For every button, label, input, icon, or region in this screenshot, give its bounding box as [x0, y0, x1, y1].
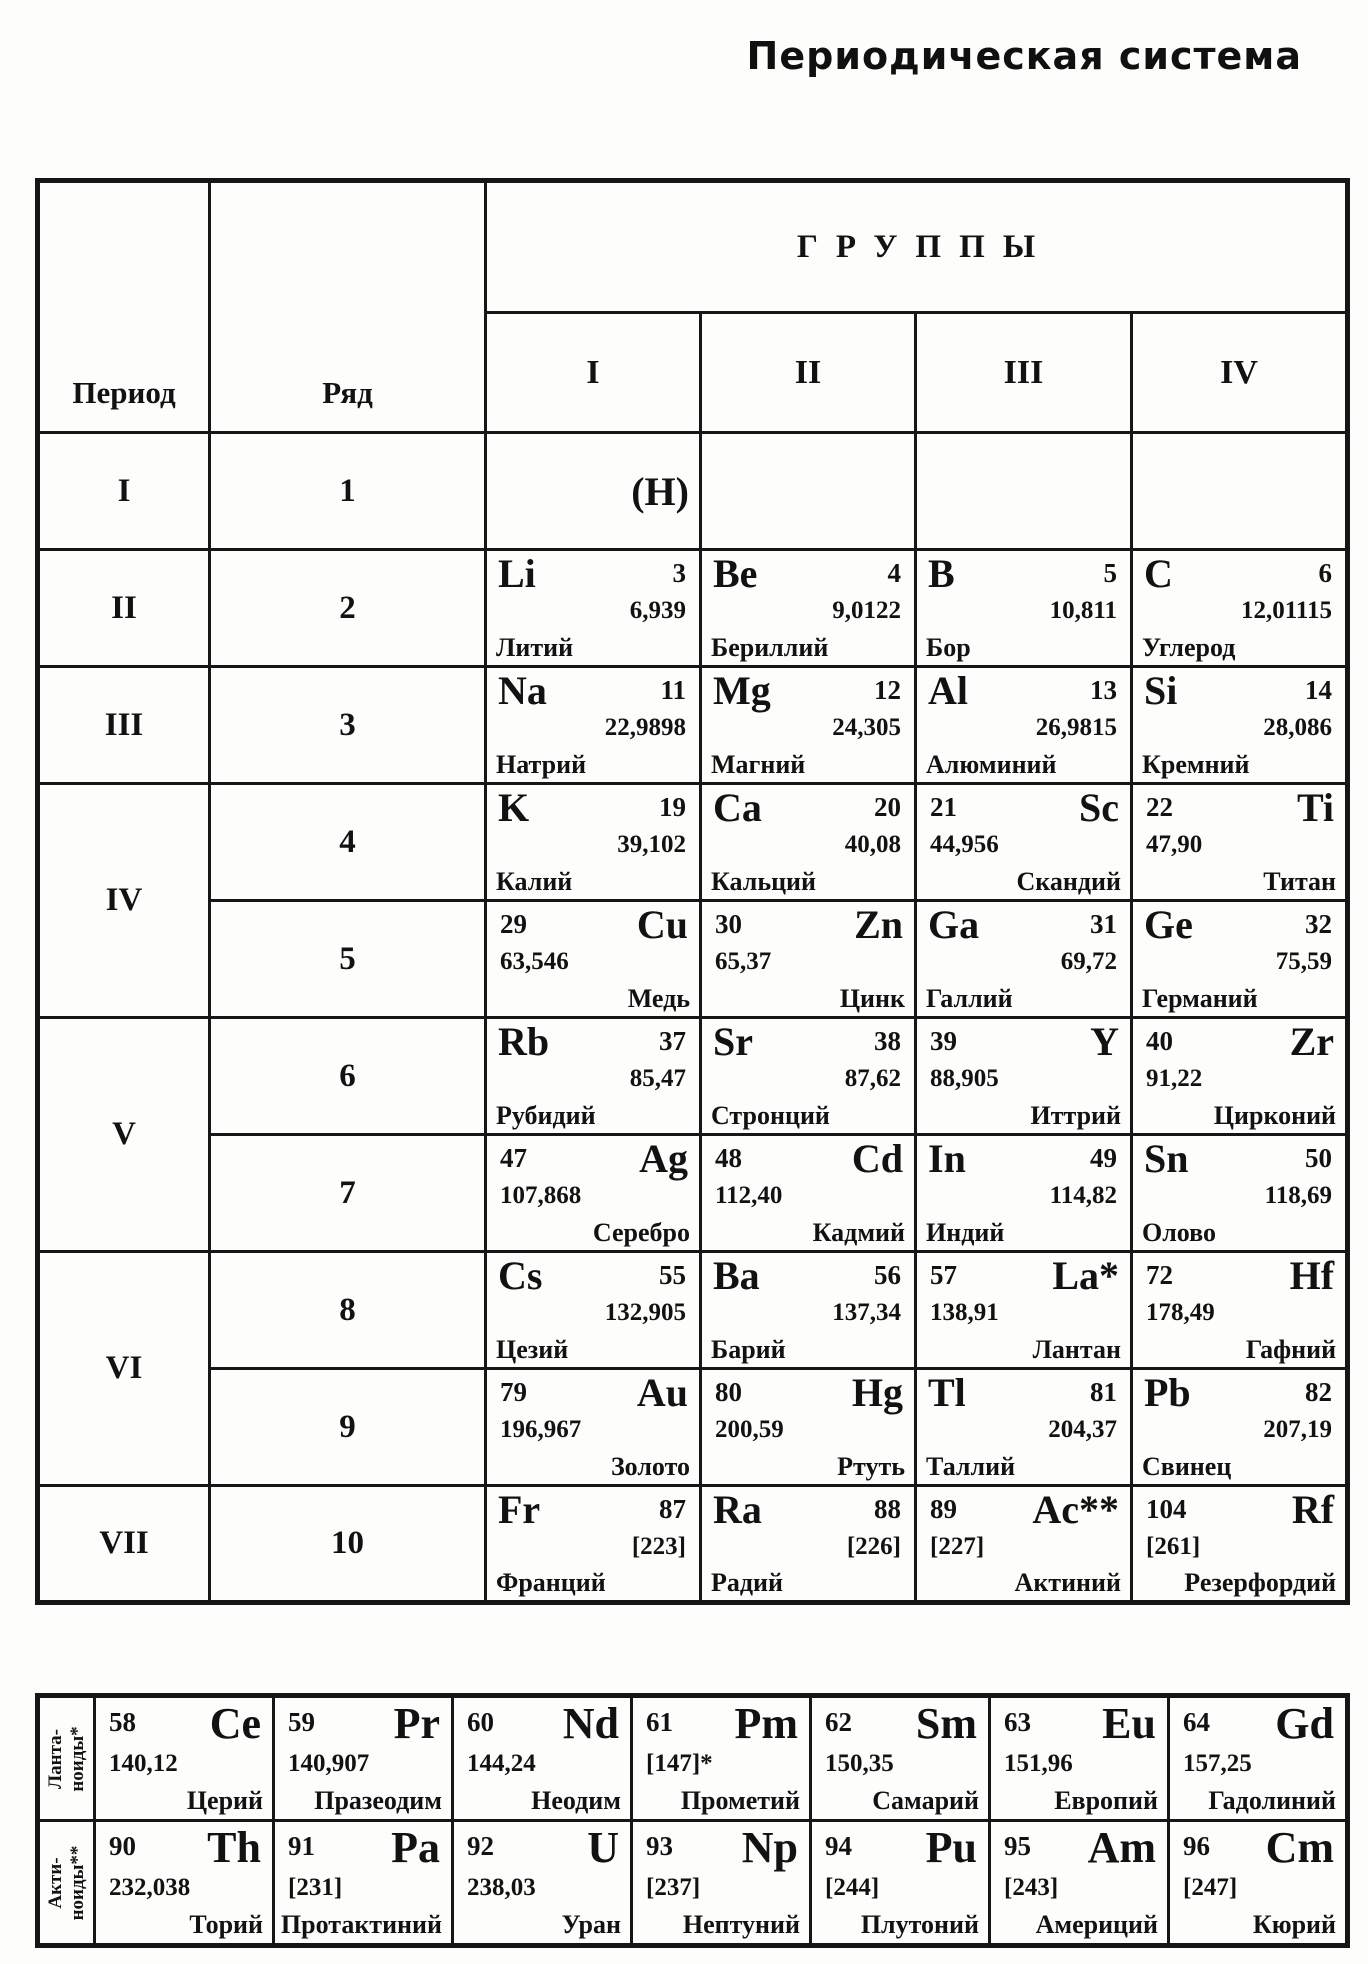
- element-mass: [147]*: [646, 1750, 713, 1777]
- element-symbol: Ce: [209, 1699, 261, 1748]
- element-mass: 26,9815: [1035, 714, 1117, 741]
- element-symbol: Pb: [1144, 1370, 1191, 1415]
- element-name: Резерфордий: [1184, 1568, 1337, 1597]
- element-cell-ra: [701, 1486, 916, 1603]
- element-mass: 200,59: [715, 1416, 784, 1443]
- element-symbol: Cd: [851, 1136, 903, 1181]
- element-cell-la: [916, 1252, 1132, 1369]
- element-symbol: Sc: [1079, 785, 1119, 830]
- element-name: Неодим: [531, 1786, 621, 1815]
- element-cell-pm: [632, 1696, 811, 1821]
- element-mass: 196,967: [500, 1416, 582, 1443]
- element-number: 90: [109, 1831, 136, 1861]
- element-name: Кремний: [1142, 750, 1250, 779]
- element-mass: [237]: [646, 1874, 701, 1901]
- element-cell-cm: [1169, 1821, 1348, 1946]
- element-cell-sn: [1132, 1135, 1348, 1252]
- element-cell-eu: [990, 1696, 1169, 1821]
- element-mass: [227]: [930, 1533, 985, 1560]
- element-number: 93: [646, 1831, 673, 1861]
- element-mass: 112,40: [715, 1182, 783, 1209]
- group-label-4: IV: [1132, 313, 1348, 433]
- element-mass: [244]: [825, 1874, 880, 1901]
- element-number: 39: [930, 1026, 957, 1056]
- element-mass: 28,086: [1263, 714, 1333, 741]
- element-name: Золото: [610, 1452, 690, 1481]
- element-symbol: Ge: [1144, 902, 1193, 947]
- element-symbol: Ra: [713, 1487, 762, 1532]
- element-symbol: La*: [1052, 1253, 1119, 1298]
- element-name: Натрий: [496, 750, 587, 779]
- element-name: Цирконий: [1213, 1101, 1337, 1130]
- row-number-1: 1: [210, 433, 486, 550]
- element-mass: 44,956: [930, 831, 999, 858]
- element-mass: 150,35: [825, 1750, 894, 1777]
- element-cell-ca: [701, 784, 916, 901]
- element-number: 94: [825, 1831, 852, 1861]
- element-symbol: Cm: [1265, 1823, 1334, 1872]
- element-symbol: Fr: [498, 1487, 541, 1532]
- element-symbol: B: [928, 551, 955, 596]
- element-name: Бериллий: [711, 633, 829, 662]
- element-cell-au: [486, 1369, 701, 1486]
- element-cell-b: [916, 550, 1132, 667]
- element-cell-sc: [916, 784, 1132, 901]
- element-name: Америций: [1035, 1910, 1158, 1939]
- element-symbol: Ga: [928, 902, 980, 947]
- element-number: 40: [1146, 1026, 1173, 1056]
- period-label-III: III: [38, 667, 210, 784]
- element-symbol: U: [587, 1823, 619, 1872]
- element-symbol: Hf: [1289, 1253, 1335, 1298]
- element-cell-hf: [1132, 1252, 1348, 1369]
- element-mass: 22,9898: [604, 714, 686, 741]
- element-mass: [247]: [1183, 1874, 1238, 1901]
- element-cell-sm: [811, 1696, 990, 1821]
- row-number-4: 4: [210, 784, 486, 901]
- element-mass: 114,82: [1049, 1182, 1117, 1209]
- period-label-I: I: [38, 433, 210, 550]
- element-mass: 140,907: [288, 1750, 370, 1777]
- element-name: Магний: [711, 750, 806, 779]
- element-mass: 9,0122: [832, 597, 901, 624]
- element-number: 20: [874, 792, 901, 822]
- element-name: Плутоний: [860, 1910, 979, 1939]
- element-symbol: Ba: [713, 1253, 760, 1298]
- element-number: 22: [1146, 792, 1173, 822]
- element-symbol: Ac**: [1032, 1487, 1119, 1532]
- actinides-label-text: Акти- ноиды**: [44, 1845, 88, 1920]
- element-symbol: Sm: [915, 1699, 977, 1748]
- element-name: Титан: [1263, 867, 1337, 896]
- element-mass: 87,62: [844, 1065, 901, 1092]
- element-symbol: Au: [636, 1370, 688, 1415]
- element-cell-zr: [1132, 1018, 1348, 1135]
- element-cell-ti: [1132, 784, 1348, 901]
- element-symbol: Tl: [928, 1370, 966, 1415]
- element-name: Франций: [496, 1568, 606, 1597]
- element-mass: 88,905: [930, 1065, 999, 1092]
- row-column-header: Ряд: [210, 181, 486, 433]
- element-number: 80: [715, 1377, 742, 1407]
- element-mass: 65,37: [715, 948, 772, 975]
- element-number: 37: [659, 1026, 686, 1056]
- element-mass: 75,59: [1275, 948, 1333, 975]
- element-number: 49: [1090, 1143, 1117, 1173]
- page-title: Периодическая система: [746, 34, 1302, 78]
- element-number: 91: [288, 1831, 315, 1861]
- element-symbol: Am: [1087, 1823, 1156, 1872]
- row-number-8: 8: [210, 1252, 486, 1369]
- row-number-5: 5: [210, 901, 486, 1018]
- element-name: Торий: [189, 1910, 263, 1939]
- element-mass: 24,305: [832, 714, 901, 741]
- element-name: Радий: [711, 1568, 783, 1597]
- element-cell-c: [1132, 550, 1348, 667]
- element-number: 72: [1146, 1260, 1173, 1290]
- element-cell-pu: [811, 1821, 990, 1946]
- element-name: Стронций: [711, 1101, 830, 1130]
- element-symbol: C: [1144, 551, 1173, 596]
- element-name: Свинец: [1142, 1452, 1232, 1481]
- period-label-V: V: [38, 1018, 210, 1252]
- element-number: 32: [1305, 909, 1333, 939]
- row-number-7: 7: [210, 1135, 486, 1252]
- element-mass: 151,96: [1004, 1750, 1073, 1777]
- element-symbol: Pu: [925, 1823, 977, 1872]
- element-mass: 91,22: [1146, 1065, 1203, 1092]
- element-symbol: Be: [713, 551, 758, 596]
- element-symbol: Ag: [639, 1136, 688, 1181]
- group-label-3: III: [916, 313, 1132, 433]
- element-mass: 207,19: [1263, 1416, 1333, 1443]
- element-cell-np: [632, 1821, 811, 1946]
- element-number: 82: [1305, 1377, 1333, 1407]
- element-mass: 118,69: [1264, 1182, 1333, 1209]
- element-number: 5: [1103, 558, 1117, 588]
- element-mass: 39,102: [617, 831, 686, 858]
- element-number: 81: [1090, 1377, 1117, 1407]
- element-name: Серебро: [592, 1218, 690, 1247]
- element-number: 64: [1183, 1707, 1210, 1737]
- element-number: 89: [930, 1494, 957, 1524]
- element-number: 104: [1146, 1494, 1187, 1524]
- element-mass: 232,038: [109, 1874, 191, 1901]
- element-number: 61: [646, 1707, 673, 1737]
- element-number: 31: [1090, 909, 1117, 939]
- element-mass: 138,91: [930, 1299, 999, 1326]
- element-name: Прометий: [680, 1786, 800, 1815]
- element-number: 59: [288, 1707, 315, 1737]
- element-cell-rf: [1132, 1486, 1348, 1603]
- element-cell-li: [486, 550, 701, 667]
- lanthanides-actinides-table: [35, 1693, 1350, 1948]
- element-cell-cd: [701, 1135, 916, 1252]
- element-name: Углерод: [1142, 633, 1236, 662]
- lanthanides-label-text: Ланта- ноиды*: [44, 1725, 88, 1792]
- element-mass: 40,08: [844, 831, 901, 858]
- element-number: 47: [500, 1143, 527, 1173]
- periodic-table: [35, 178, 1350, 1605]
- element-mass: 132,905: [604, 1299, 686, 1326]
- element-symbol: Pr: [393, 1699, 440, 1748]
- element-cell-rb: [486, 1018, 701, 1135]
- element-symbol: Pa: [391, 1823, 440, 1872]
- element-symbol: Zr: [1289, 1019, 1335, 1064]
- element-symbol: Rb: [498, 1019, 550, 1064]
- element-name: Цинк: [839, 984, 905, 1013]
- element-name: Празеодим: [314, 1786, 442, 1815]
- row-number-10: 10: [210, 1486, 486, 1603]
- element-number: 29: [500, 909, 527, 939]
- lanthanides-row-label: [38, 1696, 95, 1821]
- element-cell-gd: [1169, 1696, 1348, 1821]
- element-cell-in: [916, 1135, 1132, 1252]
- element-number: 57: [930, 1260, 957, 1290]
- row-number-3: 3: [210, 667, 486, 784]
- element-name: Барий: [711, 1335, 786, 1364]
- element-number: 56: [874, 1260, 901, 1290]
- element-name: Иттрий: [1030, 1101, 1121, 1130]
- groups-header: ГРУППЫ: [486, 181, 1348, 313]
- element-number: 92: [467, 1831, 494, 1861]
- element-cell-na: [486, 667, 701, 784]
- element-cell-cs: [486, 1252, 701, 1369]
- element-name: Скандий: [1016, 867, 1121, 896]
- element-cell-si: [1132, 667, 1348, 784]
- element-number: 96: [1183, 1831, 1210, 1861]
- element-mass: 63,546: [500, 948, 569, 975]
- element-cell-ag: [486, 1135, 701, 1252]
- element-name: Самарий: [872, 1786, 979, 1815]
- element-name: Таллий: [926, 1452, 1016, 1481]
- element-number: 6: [1318, 558, 1333, 588]
- element-symbol: Cs: [498, 1253, 543, 1298]
- element-symbol: Np: [741, 1823, 798, 1872]
- element-symbol: Hg: [851, 1370, 903, 1415]
- element-name: Олово: [1142, 1218, 1217, 1247]
- element-symbol: Nd: [562, 1699, 619, 1748]
- element-mass: 85,47: [629, 1065, 686, 1092]
- element-name: Ртуть: [837, 1452, 905, 1481]
- element-mass: [223]: [631, 1533, 686, 1560]
- element-name: Галлий: [926, 984, 1013, 1013]
- element-cell-pa: [274, 1821, 453, 1946]
- element-number: 38: [874, 1026, 901, 1056]
- element-cell-sr: [701, 1018, 916, 1135]
- element-mass: 69,72: [1060, 948, 1117, 975]
- element-number: 79: [500, 1377, 527, 1407]
- element-cell-ce: [95, 1696, 274, 1821]
- element-name: Литий: [496, 633, 574, 662]
- row-number-2: 2: [210, 550, 486, 667]
- actinides-row-label: [38, 1821, 95, 1946]
- period-label-VI: VI: [38, 1252, 210, 1486]
- element-name: Медь: [627, 984, 690, 1013]
- element-cell-h: (H): [486, 433, 701, 550]
- element-name: Индий: [926, 1218, 1005, 1247]
- element-cell-ba: [701, 1252, 916, 1369]
- element-cell-zn: [701, 901, 916, 1018]
- element-name: Кюрий: [1252, 1910, 1336, 1939]
- element-symbol: Eu: [1102, 1699, 1156, 1748]
- period-column-header: Период: [38, 181, 210, 433]
- element-mass: 238,03: [467, 1874, 536, 1901]
- element-mass: [243]: [1004, 1874, 1059, 1901]
- element-symbol: Th: [207, 1823, 261, 1872]
- element-name: Калий: [496, 867, 573, 896]
- element-cell-be: [701, 550, 916, 667]
- element-cell-y: [916, 1018, 1132, 1135]
- element-cell-am: [990, 1821, 1169, 1946]
- row-number-6: 6: [210, 1018, 486, 1135]
- element-number: 21: [930, 792, 957, 822]
- element-symbol: Rf: [1291, 1487, 1335, 1532]
- element-mass: 137,34: [832, 1299, 901, 1326]
- element-symbol: K: [498, 785, 530, 830]
- element-mass: [261]: [1146, 1533, 1201, 1560]
- element-name: Протактиний: [280, 1910, 442, 1939]
- element-cell-ge: [1132, 901, 1348, 1018]
- element-name: Бор: [926, 633, 971, 662]
- empty-cell: [916, 433, 1132, 550]
- element-name: Гафний: [1245, 1335, 1337, 1364]
- element-mass: 10,811: [1049, 597, 1117, 624]
- element-name: Рубидий: [496, 1101, 596, 1130]
- element-name: Церий: [186, 1786, 263, 1815]
- element-number: 50: [1305, 1143, 1333, 1173]
- element-number: 30: [715, 909, 742, 939]
- element-symbol: In: [928, 1136, 966, 1181]
- element-cell-nd: [453, 1696, 632, 1821]
- element-name: Кадмий: [812, 1218, 905, 1247]
- element-name: Нептуний: [682, 1910, 800, 1939]
- element-number: 63: [1004, 1707, 1031, 1737]
- element-cell-pr: [274, 1696, 453, 1821]
- element-number: 87: [659, 1494, 686, 1524]
- element-number: 88: [874, 1494, 901, 1524]
- element-mass: 47,90: [1146, 831, 1203, 858]
- element-cell-pb: [1132, 1369, 1348, 1486]
- element-symbol: Al: [928, 668, 968, 713]
- element-name: Алюминий: [926, 750, 1057, 779]
- element-name: Гадолиний: [1208, 1786, 1336, 1815]
- empty-cell: [1132, 433, 1348, 550]
- group-label-2: II: [701, 313, 916, 433]
- element-cell-ga: [916, 901, 1132, 1018]
- element-number: 4: [887, 558, 901, 588]
- element-number: 19: [659, 792, 686, 822]
- element-number: 60: [467, 1707, 494, 1737]
- element-name: Кальций: [711, 867, 817, 896]
- element-mass: 144,24: [467, 1750, 536, 1777]
- element-symbol: Zn: [854, 902, 903, 947]
- period-label-VII: VII: [38, 1486, 210, 1603]
- element-symbol: Sn: [1144, 1136, 1189, 1181]
- element-cell-fr: [486, 1486, 701, 1603]
- element-symbol: Pm: [734, 1699, 798, 1748]
- period-label-II: II: [38, 550, 210, 667]
- element-cell-tl: [916, 1369, 1132, 1486]
- element-number: 3: [672, 558, 686, 588]
- element-number: 13: [1090, 675, 1117, 705]
- element-cell-hg: [701, 1369, 916, 1486]
- element-cell-u: [453, 1821, 632, 1946]
- element-mass: [231]: [288, 1874, 343, 1901]
- row-number-9: 9: [210, 1369, 486, 1486]
- element-mass: 12,01115: [1241, 597, 1333, 624]
- element-mass: 140,12: [109, 1750, 178, 1777]
- element-cell-mg: [701, 667, 916, 784]
- element-cell-ac: [916, 1486, 1132, 1603]
- element-symbol: Mg: [713, 668, 771, 713]
- element-symbol: Sr: [713, 1019, 753, 1064]
- element-number: 55: [659, 1260, 686, 1290]
- period-label-IV: IV: [38, 784, 210, 1018]
- element-symbol: Gd: [1275, 1699, 1334, 1748]
- element-name: Лантан: [1032, 1335, 1121, 1364]
- element-name: Цезий: [496, 1335, 569, 1364]
- element-symbol: Y: [1090, 1019, 1119, 1064]
- element-mass: 6,939: [629, 597, 686, 624]
- element-name: Актиний: [1014, 1568, 1121, 1597]
- element-cell-al: [916, 667, 1132, 784]
- element-symbol: Ti: [1296, 785, 1335, 830]
- element-number: 58: [109, 1707, 136, 1737]
- element-number: 48: [715, 1143, 742, 1173]
- element-number: 62: [825, 1707, 852, 1737]
- element-symbol: Cu: [636, 902, 688, 947]
- element-number: 12: [874, 675, 901, 705]
- element-cell-k: [486, 784, 701, 901]
- element-cell-cu: [486, 901, 701, 1018]
- element-symbol: Li: [498, 551, 536, 596]
- element-cell-th: [95, 1821, 274, 1946]
- element-name: Уран: [561, 1910, 621, 1939]
- element-number: 95: [1004, 1831, 1031, 1861]
- element-number: 11: [660, 675, 686, 705]
- element-mass: 107,868: [500, 1182, 582, 1209]
- element-symbol: Ca: [713, 785, 762, 830]
- element-symbol: Na: [498, 668, 547, 713]
- element-mass: 204,37: [1048, 1416, 1117, 1443]
- element-mass: [226]: [846, 1533, 901, 1560]
- element-mass: 157,25: [1183, 1750, 1252, 1777]
- element-name: Германий: [1142, 984, 1258, 1013]
- empty-cell: [701, 433, 916, 550]
- element-symbol: Si: [1144, 668, 1178, 713]
- element-number: 14: [1305, 675, 1333, 705]
- element-mass: 178,49: [1146, 1299, 1215, 1326]
- element-name: Европий: [1054, 1786, 1158, 1815]
- group-label-1: I: [486, 313, 701, 433]
